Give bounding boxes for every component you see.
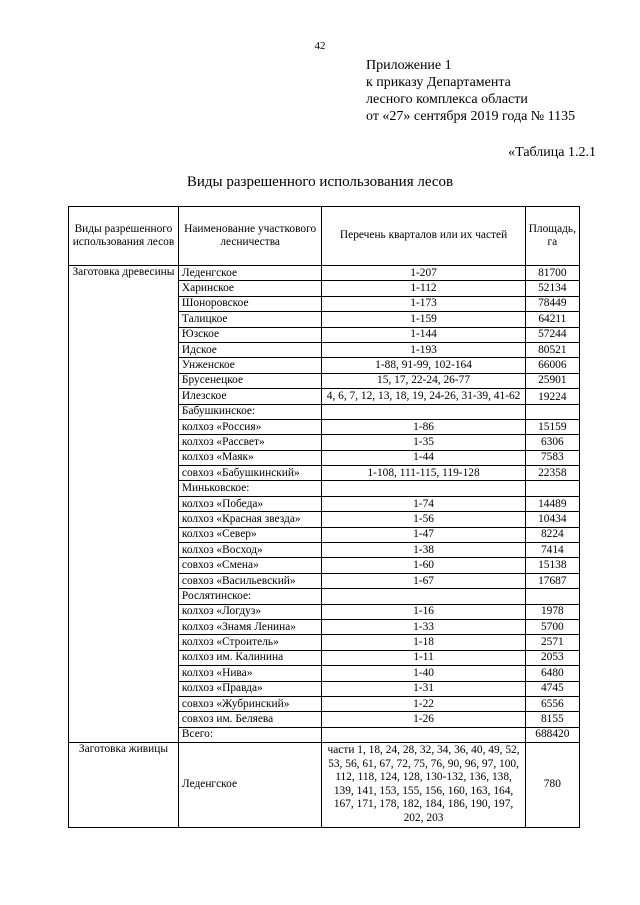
quarters-cell: 1-67 [322,573,525,588]
area-cell: 2571 [525,635,579,650]
area-cell: 8155 [525,712,579,727]
appendix-line-4: от «27» сентября 2019 года № 1135 [366,109,576,124]
area-cell: 6480 [525,666,579,681]
area-cell: 64211 [525,312,579,327]
table-row [69,266,580,281]
quarters-cell [322,727,525,742]
forestry-name-cell: Леденгское [178,743,322,828]
forestry-name-cell: Юзское [178,327,322,342]
appendix-block [366,57,575,125]
forestry-name-cell: колхоз «Красная звезда» [178,512,322,527]
area-cell: 15159 [525,419,579,434]
forestry-name-cell: Всего: [178,727,322,742]
forestry-name-cell: Брусенецкое [178,373,322,388]
area-cell: 17687 [525,573,579,588]
forestry-name-cell: колхоз «Север» [178,527,322,542]
quarters-cell: 4, 6, 7, 12, 13, 18, 19, 24-26, 31-39, 41-62 [322,389,525,404]
quarters-cell: 1-44 [322,450,525,465]
area-cell [525,404,579,419]
area-cell: 4745 [525,681,579,696]
area-cell: 688420 [525,727,579,742]
area-cell: 5700 [525,619,579,634]
document-title: Виды разрешенного использования лесов [186,174,454,190]
quarters-cell [322,404,525,419]
quarters-cell: 1-33 [322,619,525,634]
header-quarters: Перечень кварталов или их частей [322,207,525,266]
quarters-cell: части 1, 18, 24, 28, 32, 34, 36, 40, 49, 52, 53, 56, 61, 67, 72, 75, 76, 90, 96, 97, 100, 112, 118, 124, 128, 130-132, 136, 138, 139, 141, 153, 155, 156, 160, 163, 164, 167, 171, 178, 182, 184, 186, 190, 197, 202, 203 [322,743,525,828]
row-type-cell: Заготовка живицы [69,743,179,828]
appendix-line-2: к приказу Департамента [366,75,511,90]
forestry-name-cell: совхоз «Васильевский» [178,573,322,588]
quarters-cell: 1-22 [322,696,525,711]
forestry-name-cell: колхоз «Россия» [178,419,322,434]
forestry-name-cell: Рослятинское: [178,589,322,604]
forestry-name-cell: Харинское [178,281,322,296]
area-cell: 1978 [525,604,579,619]
quarters-cell: 1-35 [322,435,525,450]
area-cell: 80521 [525,342,579,357]
table-row [69,743,580,828]
appendix-line-1: Приложение 1 [366,58,452,73]
quarters-cell: 1-38 [322,543,525,558]
quarters-cell: 1-26 [322,712,525,727]
forestry-name-cell: Идское [178,342,322,357]
area-cell: 6306 [525,435,579,450]
forestry-name-cell: Миньковское: [178,481,322,496]
forestry-name-cell: Бабушкинское: [178,404,322,419]
table-header-row [69,207,580,266]
area-cell: 57244 [525,327,579,342]
table-reference: «Таблица 1.2.1 [508,145,596,160]
area-cell: 6556 [525,696,579,711]
area-cell: 66006 [525,358,579,373]
table-body [69,266,580,828]
forestry-name-cell: Унженское [178,358,322,373]
forestry-name-cell: колхоз «Логдуз» [178,604,322,619]
page-number: 42 [314,40,326,52]
quarters-cell: 1-173 [322,296,525,311]
appendix-line-3: лесного комплекса области [366,92,528,107]
forestry-name-cell: колхоз «Нива» [178,666,322,681]
quarters-cell [322,589,525,604]
header-area: Площадь, га [525,207,579,266]
area-cell: 10434 [525,512,579,527]
quarters-cell: 1-16 [322,604,525,619]
forestry-name-cell: колхоз «Маяк» [178,450,322,465]
forestry-name-cell: совхоз «Жубринский» [178,696,322,711]
quarters-cell: 1-31 [322,681,525,696]
forestry-name-cell: колхоз «Рассвет» [178,435,322,450]
quarters-cell: 15, 17, 22-24, 26-77 [322,373,525,388]
forestry-name-cell: совхоз им. Беляева [178,712,322,727]
forestry-name-cell: колхоз «Строитель» [178,635,322,650]
quarters-cell: 1-159 [322,312,525,327]
area-cell: 780 [525,743,579,828]
area-cell: 2053 [525,650,579,665]
forestry-name-cell: колхоз им. Калинина [178,650,322,665]
area-cell [525,481,579,496]
forestry-name-cell: совхоз «Бабушкинский» [178,466,322,481]
quarters-cell: 1-18 [322,635,525,650]
quarters-cell: 1-112 [322,281,525,296]
area-cell: 25901 [525,373,579,388]
area-cell: 19224 [525,389,579,404]
forestry-name-cell: колхоз «Знамя Ленина» [178,619,322,634]
forestry-name-cell: Илезское [178,389,322,404]
forestry-name-cell: Талицкое [178,312,322,327]
quarters-cell: 1-88, 91-99, 102-164 [322,358,525,373]
area-cell: 8224 [525,527,579,542]
forest-use-table [68,206,580,828]
header-type: Виды разрешенного использования лесов [69,207,179,266]
quarters-cell: 1-47 [322,527,525,542]
quarters-cell [322,481,525,496]
area-cell: 15138 [525,558,579,573]
quarters-cell: 1-207 [322,266,525,281]
area-cell: 81700 [525,266,579,281]
area-cell [525,589,579,604]
quarters-cell: 1-193 [322,342,525,357]
quarters-cell: 1-86 [322,419,525,434]
forestry-name-cell: совхоз «Смена» [178,558,322,573]
quarters-cell: 1-11 [322,650,525,665]
area-cell: 7583 [525,450,579,465]
area-cell: 78449 [525,296,579,311]
quarters-cell: 1-60 [322,558,525,573]
area-cell: 52134 [525,281,579,296]
forestry-name-cell: Леденгское [178,266,322,281]
forestry-name-cell: Шоноровское [178,296,322,311]
area-cell: 14489 [525,496,579,511]
header-forestry: Наименование участкового лесничества [178,207,322,266]
forestry-name-cell: колхоз «Правда» [178,681,322,696]
quarters-cell: 1-108, 111-115, 119-128 [322,466,525,481]
quarters-cell: 1-56 [322,512,525,527]
area-cell: 7414 [525,543,579,558]
row-type-cell: Заготовка древесины [69,266,179,743]
quarters-cell: 1-74 [322,496,525,511]
area-cell: 22358 [525,466,579,481]
forestry-name-cell: колхоз «Победа» [178,496,322,511]
forestry-name-cell: колхоз «Восход» [178,543,322,558]
quarters-cell: 1-144 [322,327,525,342]
quarters-cell: 1-40 [322,666,525,681]
